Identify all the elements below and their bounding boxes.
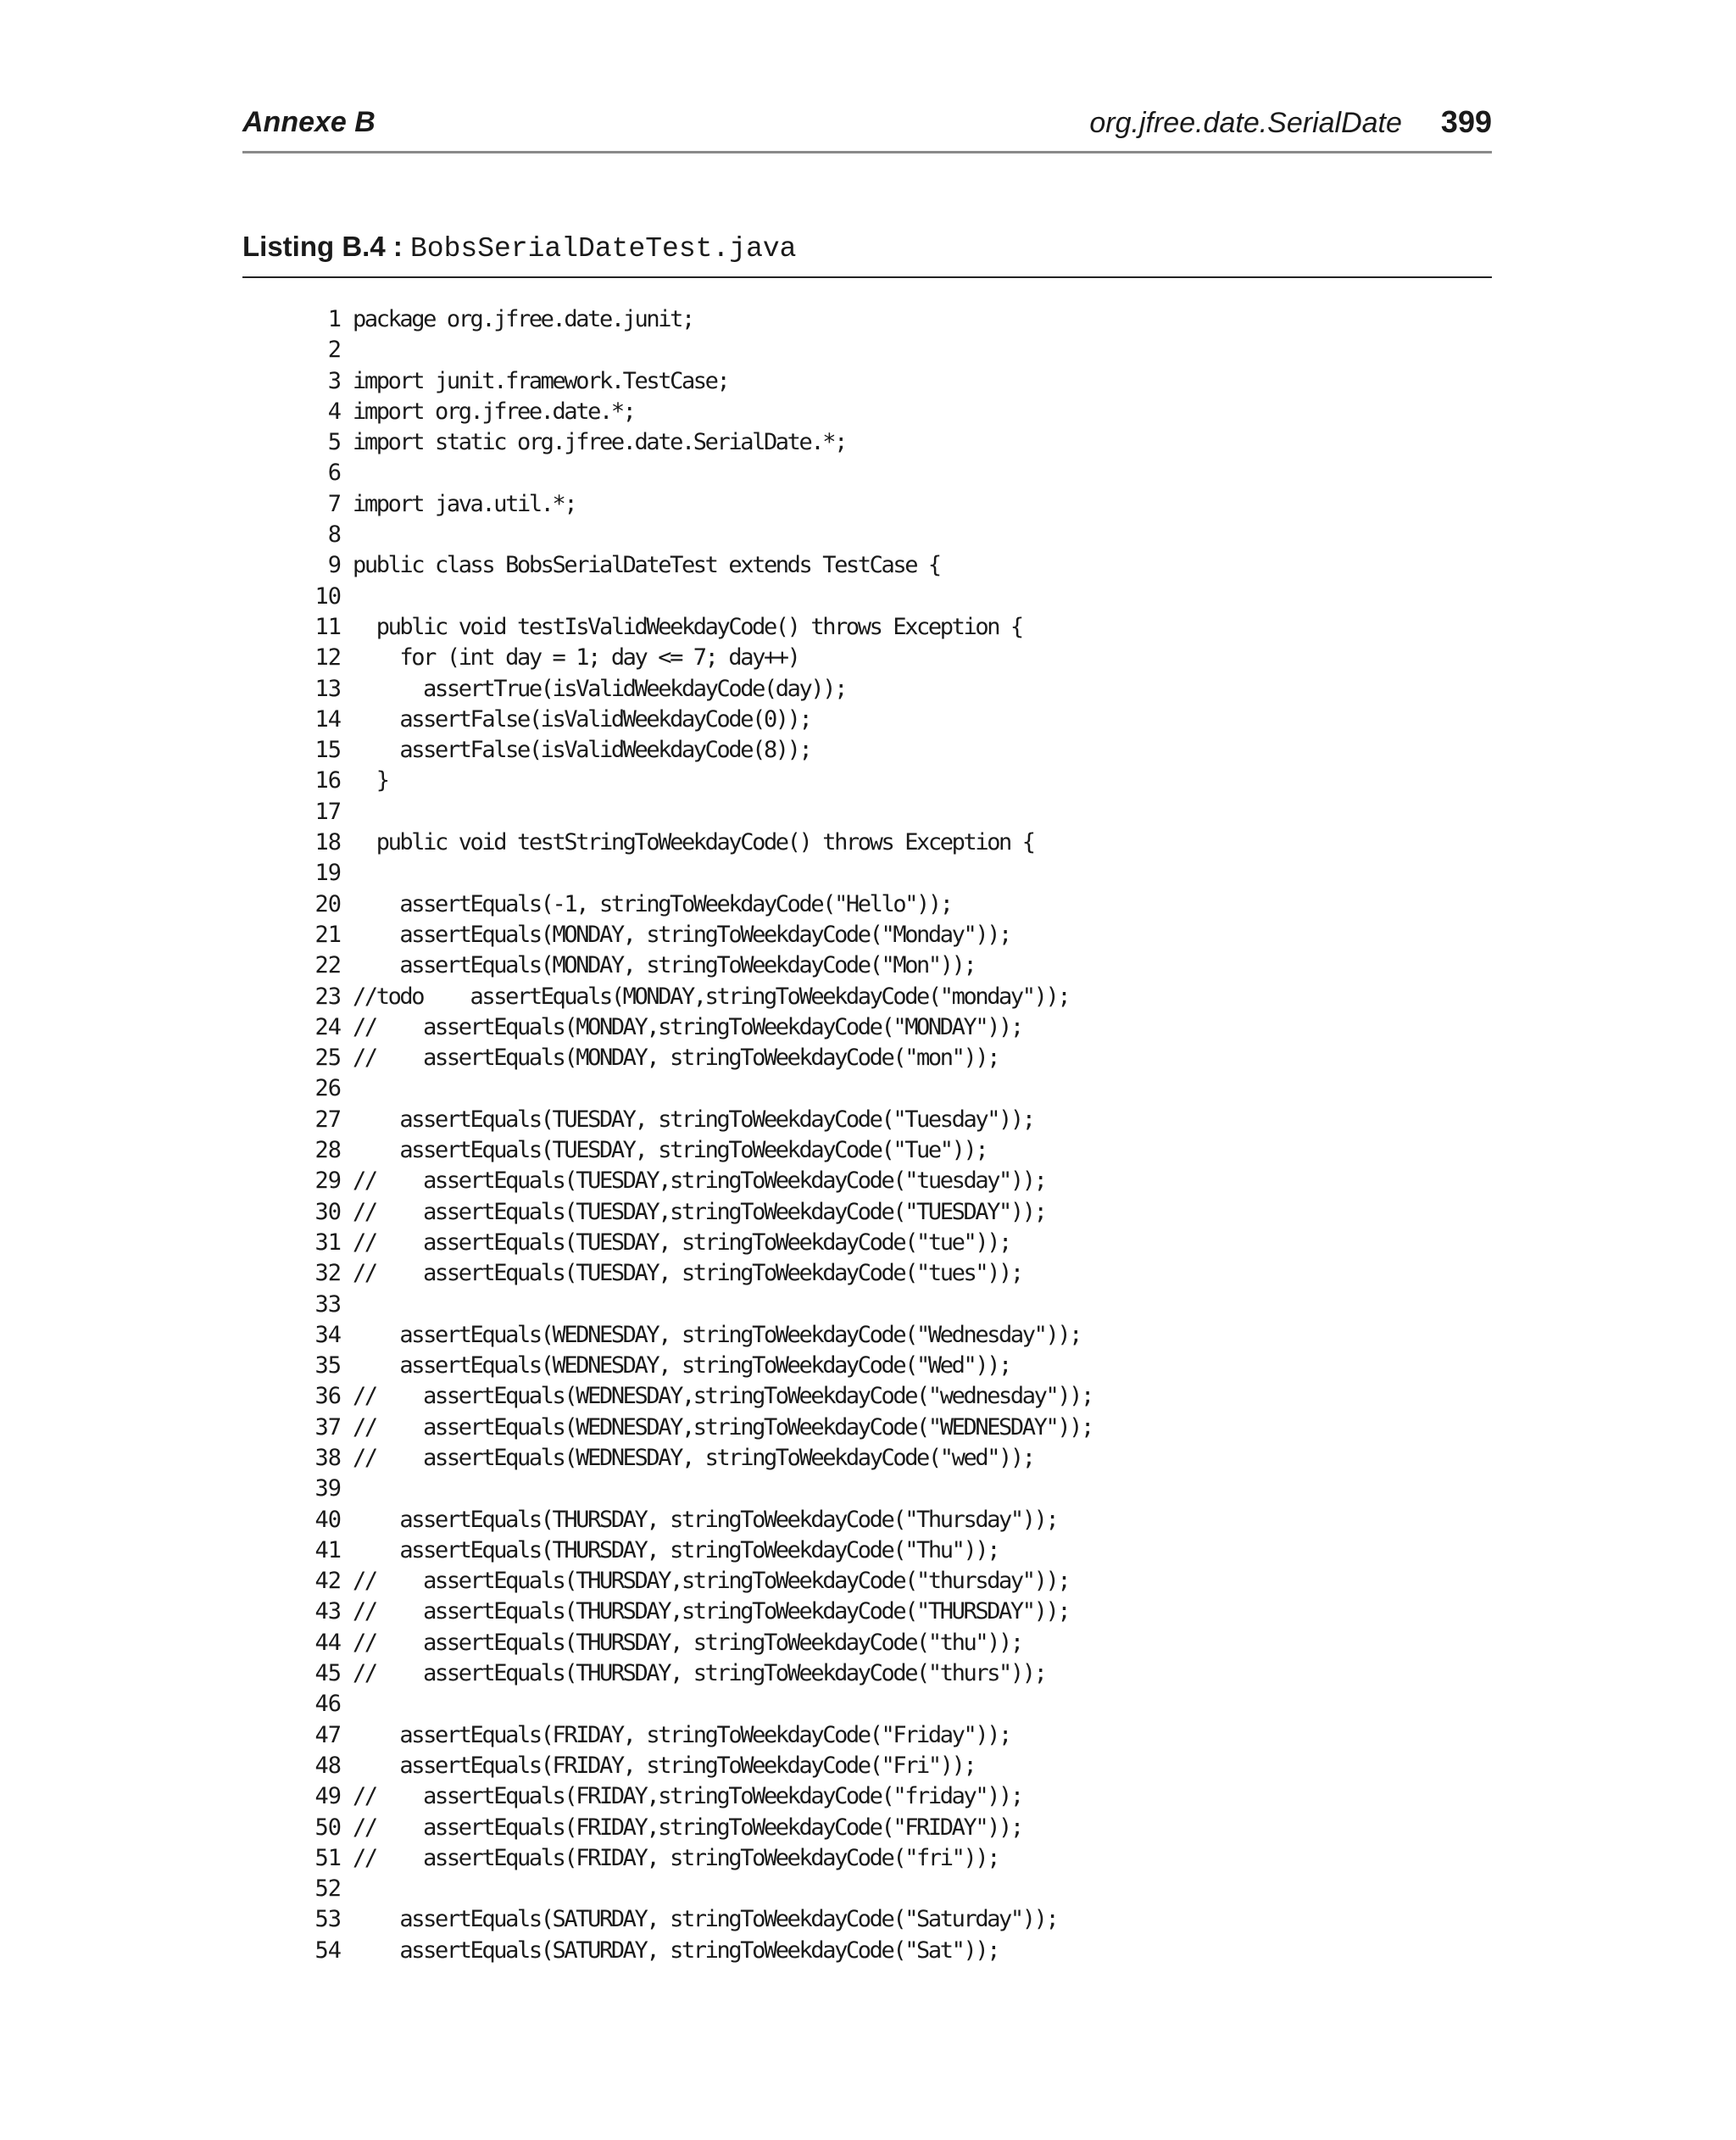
code-line	[297, 982, 1483, 1012]
line-code: // assertEquals(FRIDAY,stringToWeekdayCode("FRIDAY"));	[353, 1814, 1022, 1841]
code-line	[297, 1135, 1483, 1166]
line-code: public class BobsSerialDateTest extends TestCase {	[353, 552, 940, 579]
line-number: 48	[314, 1752, 341, 1779]
code-line	[297, 397, 1483, 427]
line-code: assertEquals(WEDNESDAY, stringToWeekdayCode("Wed"));	[353, 1352, 1010, 1379]
header-right	[1089, 98, 1492, 147]
line-code: package org.jfree.date.junit;	[353, 306, 693, 332]
line-number: 18	[314, 829, 341, 856]
line-code: assertFalse(isValidWeekdayCode(0));	[353, 705, 811, 733]
line-code: // assertEquals(MONDAY, stringToWeekdayCode("mon"));	[353, 1045, 999, 1072]
code-line	[297, 366, 1483, 397]
line-code: // assertEquals(THURSDAY,stringToWeekdayCode("thursday"));	[353, 1568, 1070, 1595]
line-code	[341, 1874, 353, 1904]
line-number: 32	[314, 1260, 341, 1287]
line-code: assertEquals(TUESDAY, stringToWeekdayCode("Tue"));	[353, 1137, 988, 1164]
line-number: 28	[314, 1137, 341, 1164]
line-code: // assertEquals(MONDAY,stringToWeekdayCode("MONDAY"));	[353, 1013, 1022, 1040]
line-number: 7	[327, 490, 341, 517]
code-line	[297, 797, 1483, 828]
code-line	[297, 1043, 1483, 1073]
code-line	[297, 1628, 1483, 1658]
line-number: 54	[314, 1937, 341, 1964]
code-line	[297, 1874, 1483, 1904]
page-header	[242, 98, 1492, 146]
code-line	[297, 427, 1483, 458]
line-number: 9	[327, 552, 341, 579]
line-code	[341, 1073, 353, 1104]
line-code: import org.jfree.date.*;	[353, 398, 635, 425]
line-code	[341, 335, 353, 365]
line-code	[341, 582, 353, 612]
line-number: 24	[314, 1013, 341, 1040]
line-code: import static org.jfree.date.SerialDate.*;	[353, 429, 846, 456]
line-number: 15	[314, 737, 341, 764]
line-number: 22	[314, 952, 341, 979]
code-line	[297, 643, 1483, 673]
line-code: }	[353, 767, 388, 794]
line-number: 41	[314, 1536, 341, 1563]
code-line	[297, 612, 1483, 643]
listing-label: Listing B.4 :	[242, 231, 410, 262]
line-code: for (int day = 1; day <= 7; day++)	[353, 644, 799, 672]
code-line	[297, 520, 1483, 550]
line-number: 26	[314, 1075, 341, 1102]
line-code: // assertEquals(TUESDAY,stringToWeekdayCode("tuesday"));	[353, 1168, 1046, 1195]
code-line	[297, 1105, 1483, 1135]
code-line	[297, 1351, 1483, 1381]
line-code	[341, 520, 353, 550]
line-number: 33	[314, 1290, 341, 1318]
code-line	[297, 1073, 1483, 1104]
listing-title	[242, 226, 796, 268]
code-line	[297, 458, 1483, 488]
line-number: 27	[314, 1106, 341, 1133]
line-code	[341, 1474, 353, 1504]
line-number: 6	[327, 460, 341, 487]
code-line	[297, 1197, 1483, 1228]
line-number: 11	[314, 613, 341, 640]
code-line	[297, 1936, 1483, 1966]
line-number: 47	[314, 1721, 341, 1748]
code-line	[297, 582, 1483, 612]
code-line	[297, 1751, 1483, 1781]
header-divider	[242, 151, 1492, 153]
code-line	[297, 550, 1483, 581]
code-line	[297, 1566, 1483, 1597]
line-code: assertEquals(FRIDAY, stringToWeekdayCode("Friday"));	[353, 1721, 1010, 1748]
line-code: assertEquals(FRIDAY, stringToWeekdayCode("Fri"));	[353, 1752, 976, 1779]
line-code: // assertEquals(FRIDAY, stringToWeekdayCode("fri"));	[353, 1844, 999, 1871]
line-code: // assertEquals(TUESDAY, stringToWeekdayCode("tues"));	[353, 1260, 1022, 1287]
line-code: assertFalse(isValidWeekdayCode(8));	[353, 737, 811, 764]
line-number: 51	[314, 1844, 341, 1871]
line-number: 42	[314, 1568, 341, 1595]
line-number: 34	[314, 1321, 341, 1348]
code-line	[297, 705, 1483, 735]
code-line	[297, 828, 1483, 858]
line-number: 1	[327, 306, 341, 332]
line-number: 31	[314, 1229, 341, 1256]
code-line	[297, 1535, 1483, 1566]
code-line	[297, 889, 1483, 920]
line-number: 3	[327, 367, 341, 394]
line-number: 36	[314, 1383, 341, 1410]
line-number: 20	[314, 890, 341, 917]
code-line	[297, 674, 1483, 705]
code-line	[297, 858, 1483, 889]
line-code: import junit.framework.TestCase;	[353, 367, 729, 394]
line-code	[341, 858, 353, 889]
line-code: assertTrue(isValidWeekdayCode(day));	[353, 675, 846, 702]
line-number: 4	[327, 398, 341, 425]
chapter-title: Annexe B	[242, 106, 376, 138]
line-code: // assertEquals(TUESDAY,stringToWeekdayCode("TUESDAY"));	[353, 1198, 1046, 1225]
line-number: 17	[314, 798, 341, 825]
line-code	[341, 1689, 353, 1719]
line-number: 29	[314, 1168, 341, 1195]
code-listing	[297, 304, 1483, 1966]
listing-filename: BobsSerialDateTest.java	[410, 233, 797, 265]
code-line	[297, 1658, 1483, 1689]
code-line	[297, 1843, 1483, 1874]
line-number: 50	[314, 1814, 341, 1841]
line-code	[341, 1290, 353, 1320]
line-number: 19	[314, 860, 341, 887]
line-code: assertEquals(MONDAY, stringToWeekdayCode("Monday"));	[353, 921, 1010, 948]
line-code: assertEquals(WEDNESDAY, stringToWeekdayCode("Wednesday"));	[353, 1321, 1082, 1348]
line-number: 13	[314, 675, 341, 702]
code-line	[297, 1258, 1483, 1289]
code-line	[297, 950, 1483, 981]
line-code: assertEquals(THURSDAY, stringToWeekdayCode("Thu"));	[353, 1536, 999, 1563]
line-code: assertEquals(THURSDAY, stringToWeekdayCode("Thursday"));	[353, 1506, 1058, 1533]
line-code: // assertEquals(WEDNESDAY, stringToWeekdayCode("wed"));	[353, 1444, 1034, 1471]
code-line	[297, 1290, 1483, 1320]
line-code: // assertEquals(TUESDAY, stringToWeekdayCode("tue"));	[353, 1229, 1010, 1256]
line-number: 49	[314, 1783, 341, 1810]
line-number: 14	[314, 705, 341, 733]
code-line	[297, 1505, 1483, 1535]
line-code: public void testIsValidWeekdayCode() throws Exception {	[353, 613, 1022, 640]
listing-divider	[242, 276, 1492, 278]
code-line	[297, 1781, 1483, 1812]
line-number: 40	[314, 1506, 341, 1533]
section-title: org.jfree.date.SerialDate	[1089, 107, 1402, 139]
code-line	[297, 489, 1483, 520]
code-line	[297, 1443, 1483, 1474]
code-line	[297, 920, 1483, 950]
code-line	[297, 304, 1483, 335]
line-code: // assertEquals(WEDNESDAY,stringToWeekdayCode("WEDNESDAY"));	[353, 1413, 1093, 1441]
line-number: 30	[314, 1198, 341, 1225]
line-code: // assertEquals(THURSDAY, stringToWeekdayCode("thurs"));	[353, 1660, 1046, 1687]
line-number: 53	[314, 1906, 341, 1933]
code-line	[297, 1012, 1483, 1043]
line-number: 12	[314, 644, 341, 672]
line-code: // assertEquals(THURSDAY,stringToWeekdayCode("THURSDAY"));	[353, 1598, 1070, 1625]
code-line	[297, 1166, 1483, 1196]
code-line	[297, 1320, 1483, 1351]
line-code: // assertEquals(WEDNESDAY,stringToWeekdayCode("wednesday"));	[353, 1383, 1093, 1410]
line-number: 21	[314, 921, 341, 948]
line-code	[341, 797, 353, 828]
code-line	[297, 1597, 1483, 1627]
line-number: 43	[314, 1598, 341, 1625]
line-number: 16	[314, 767, 341, 794]
line-number: 45	[314, 1660, 341, 1687]
code-line	[297, 766, 1483, 796]
line-code: assertEquals(-1, stringToWeekdayCode("Hello"));	[353, 890, 952, 917]
line-number: 37	[314, 1413, 341, 1441]
line-number: 38	[314, 1444, 341, 1471]
line-number: 23	[314, 983, 341, 1010]
line-number: 46	[314, 1691, 341, 1718]
line-code: assertEquals(SATURDAY, stringToWeekdayCode("Sat"));	[353, 1937, 999, 1964]
line-code	[341, 458, 353, 488]
line-number: 8	[327, 521, 341, 549]
line-code: assertEquals(SATURDAY, stringToWeekdayCode("Saturday"));	[353, 1906, 1058, 1933]
line-number: 44	[314, 1629, 341, 1656]
line-code: public void testStringToWeekdayCode() throws Exception {	[353, 829, 1034, 856]
line-code: // assertEquals(THURSDAY, stringToWeekdayCode("thu"));	[353, 1629, 1022, 1656]
line-code: assertEquals(TUESDAY, stringToWeekdayCode("Tuesday"));	[353, 1106, 1034, 1133]
code-line	[297, 1474, 1483, 1504]
code-line	[297, 1720, 1483, 1751]
line-code: //todo assertEquals(MONDAY,stringToWeekdayCode("monday"));	[353, 983, 1070, 1010]
line-number: 10	[314, 582, 341, 610]
line-number: 5	[327, 429, 341, 456]
line-number: 25	[314, 1045, 341, 1072]
line-code: // assertEquals(FRIDAY,stringToWeekdayCode("friday"));	[353, 1783, 1022, 1810]
code-line	[297, 1904, 1483, 1935]
code-line	[297, 1381, 1483, 1412]
code-line	[297, 335, 1483, 365]
page-number: 399	[1440, 104, 1492, 139]
code-line	[297, 1413, 1483, 1443]
code-line	[297, 1689, 1483, 1719]
line-number: 35	[314, 1352, 341, 1379]
code-line	[297, 1813, 1483, 1843]
line-code: import java.util.*;	[353, 490, 576, 517]
line-code: assertEquals(MONDAY, stringToWeekdayCode("Mon"));	[353, 952, 976, 979]
code-line	[297, 1228, 1483, 1258]
line-number: 39	[314, 1475, 341, 1502]
line-number: 52	[314, 1875, 341, 1903]
line-number: 2	[327, 337, 341, 364]
code-line	[297, 735, 1483, 766]
